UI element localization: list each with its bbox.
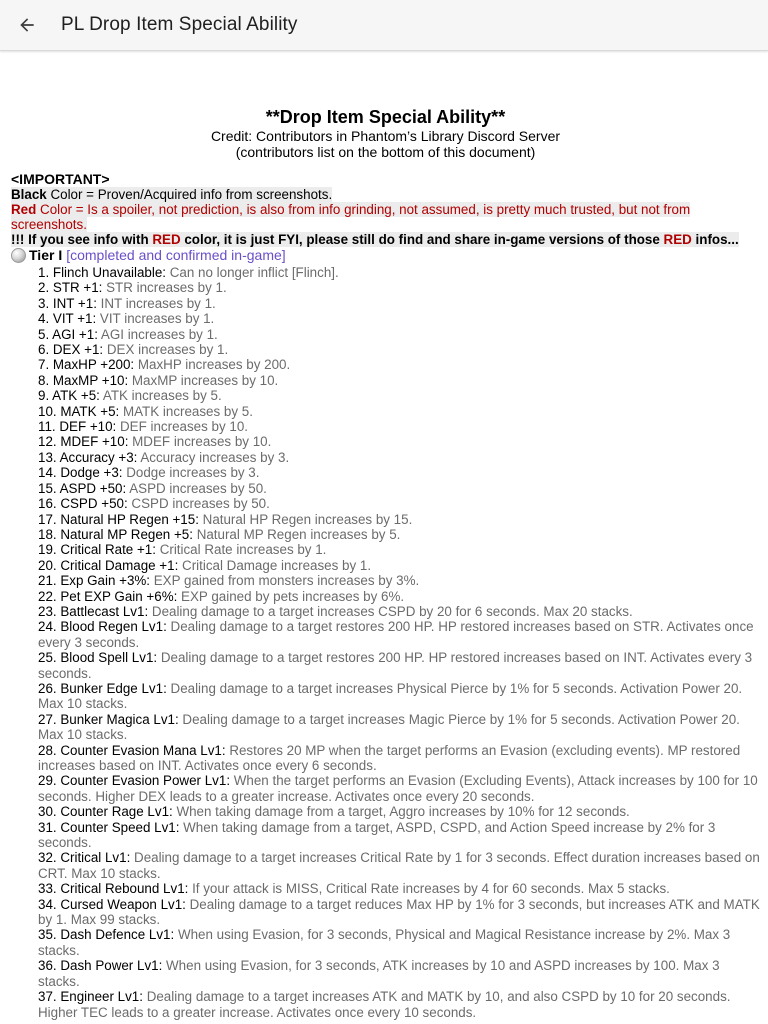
red-note-text: Color = Is a spoiler, not prediction, is also from info grinding, not assumed, is pretty much trusted, but not from screenshots.: [11, 202, 691, 232]
list-item: [38, 481, 760, 496]
ability-description: Can no longer inflict [Flinch].: [166, 265, 339, 280]
ability-name: 25. Blood Spell Lv1:: [38, 650, 158, 666]
ability-description: When using Evasion, for 3 seconds, ATK increases by 10 and ASPD increases by 100. Max 3 stacks.: [38, 958, 720, 989]
list-item: [38, 989, 760, 1020]
ability-description: DEX increases by 1.: [103, 342, 229, 358]
red-color-note: [11, 202, 760, 232]
black-word: Black: [11, 187, 47, 202]
ability-description: Dealing damage to a target increases Critical Rate by 1 for 3 seconds. Effect duration increases based on CRT. Max 10 stacks.: [38, 850, 760, 881]
list-item: [38, 404, 760, 419]
list-item: [38, 388, 760, 403]
list-item: [38, 280, 760, 295]
ability-name: 7. MaxHP +200:: [38, 357, 135, 373]
ability-description: Dealing damage to a target increases ATK and MATK by 10, and also CSPD by 10 for 20 seconds. Higher TEC leads to a greater increase. Activates once every 10 seconds.: [38, 989, 731, 1020]
ability-name: 17. Natural HP Regen +15:: [38, 511, 199, 527]
list-item: [38, 881, 760, 896]
ability-description: EXP gained from monsters increases by 3%.: [150, 573, 420, 589]
ability-name: 33. Critical Rebound Lv1:: [38, 881, 189, 897]
list-item: [38, 958, 760, 989]
ability-description: EXP gained by pets increases by 6%.: [177, 588, 405, 604]
ability-description: Dealing damage to a target restores 200 HP. HP restored increases based on STR. Activates once every 3 seconds.: [38, 619, 754, 650]
ability-name: 9. ATK +5:: [38, 388, 100, 404]
page-title: PL Drop Item Special Ability: [61, 14, 298, 35]
ability-name: 20. Critical Damage +1:: [38, 557, 179, 573]
ability-name: 35. Dash Defence Lv1:: [38, 927, 175, 943]
important-label: <IMPORTANT>: [11, 171, 110, 187]
black-note-text: Color = Proven/Acquired info from screenshots.: [46, 187, 333, 202]
list-item: [38, 650, 760, 681]
ability-name: 30. Counter Rage Lv1:: [38, 804, 173, 820]
ability-description: AGI increases by 1.: [97, 326, 218, 342]
ability-description: MaxHP increases by 200.: [134, 357, 291, 373]
ability-name: 2. STR +1:: [38, 280, 103, 296]
document-body: [11, 106, 760, 1020]
ability-name: 29. Counter Evasion Power Lv1:: [38, 773, 231, 789]
ability-description: Restores 20 MP when the target performs an Evasion (excluding events). MP restored increases based on INT. Activates once every 6 seconds.: [38, 742, 741, 773]
ability-name: 37. Engineer Lv1:: [38, 989, 143, 1005]
important-notes: [11, 172, 760, 247]
list-item: [38, 265, 760, 280]
contributors-note: (contributors list on the bottom of this document): [235, 144, 536, 160]
ability-name: 27. Bunker Magica Lv1:: [38, 711, 179, 727]
list-item: [38, 743, 760, 774]
warning-text-3: infos...: [691, 232, 739, 247]
ability-description: VIT increases by 1.: [96, 311, 215, 327]
list-item: [38, 296, 760, 311]
ability-description: Dealing damage to a target reduces Max HP by 1% for 3 seconds, but increases ATK and MATK by 1. Max 99 stacks.: [38, 896, 760, 928]
ability-list: [11, 265, 760, 1020]
ability-description: MaxMP increases by 10.: [128, 372, 279, 388]
app-bar: [0, 0, 768, 51]
ability-description: If your attack is MISS, Critical Rate increases by 4 for 60 seconds. Max 5 stacks.: [188, 881, 670, 897]
ability-name: 12. MDEF +10:: [38, 434, 129, 450]
list-item: [38, 850, 760, 881]
ability-description: Critical Damage increases by 1.: [178, 557, 372, 573]
list-item: [38, 573, 760, 588]
ability-description: When using Evasion, for 3 seconds, Physical and Magical Resistance increase by 2%. Max 3 stacks.: [38, 927, 731, 958]
list-item: [38, 820, 760, 851]
ability-name: 23. Battlecast Lv1:: [38, 603, 149, 619]
sphere-bullet-icon: [11, 248, 26, 263]
list-item: [38, 619, 760, 650]
list-item: [38, 773, 760, 804]
warning-text-2: color, it is just FYI, please still do find and share in-game versions of those: [180, 232, 664, 247]
ability-name: 13. Accuracy +3:: [38, 449, 138, 465]
ability-name: 32. Critical Lv1:: [38, 850, 131, 866]
ability-description: MATK increases by 5.: [119, 403, 253, 419]
ability-description: When taking damage from a target, Aggro increases by 10% for 12 seconds.: [172, 804, 630, 820]
ability-description: Dealing damage to a target increases CSPD by 20 for 6 seconds. Max 20 stacks.: [148, 603, 633, 619]
ability-description: ASPD increases by 50.: [126, 480, 267, 496]
list-item: [38, 327, 760, 342]
ability-name: 18. Natural MP Regen +5:: [38, 526, 193, 542]
ability-description: Critical Rate increases by 1.: [155, 542, 327, 558]
list-item: [38, 604, 760, 619]
list-item: [38, 527, 760, 542]
ability-name: 22. Pet EXP Gain +6%:: [38, 588, 178, 604]
red-word: Red: [11, 202, 37, 217]
ability-name: 10. MATK +5:: [38, 403, 120, 419]
list-item: [38, 804, 760, 819]
ability-description: When the target performs an Evasion (Excluding Events), Attack increases by 100 for 10 seconds. Higher DEX leads to a greater increase. Activates once every 20 seconds.: [38, 773, 758, 804]
document-title: **Drop Item Special Ability**: [265, 107, 506, 127]
list-item: [38, 681, 760, 712]
warning-red-2: RED: [663, 232, 692, 247]
credit-line: Credit: Contributors in Phantom’s Library Discord Server: [210, 128, 561, 144]
list-item: [38, 434, 760, 449]
list-item: [38, 373, 760, 388]
tier-status: [completed and confirmed in-game]: [66, 247, 286, 263]
ability-description: Natural HP Regen increases by 15.: [198, 511, 413, 527]
ability-name: 6. DEX +1:: [38, 342, 104, 358]
tier-name: Tier I: [29, 247, 63, 263]
list-item: [38, 558, 760, 573]
ability-name: 11. DEF +10:: [38, 419, 117, 435]
list-item: [38, 357, 760, 372]
tier-heading: [11, 247, 760, 263]
ability-name: 31. Counter Speed Lv1:: [38, 819, 180, 835]
ability-name: 19. Critical Rate +1:: [38, 542, 156, 558]
list-item: [38, 419, 760, 434]
ability-name: 21. Exp Gain +3%:: [38, 573, 151, 589]
ability-name: 36. Dash Power Lv1:: [38, 958, 163, 974]
ability-description: Dealing damage to a target restores 200 HP. HP restored increases based on INT. Activates every 3 seconds.: [38, 650, 753, 681]
list-item: [38, 465, 760, 480]
ability-description: Accuracy increases by 3.: [137, 449, 290, 465]
list-item: [38, 342, 760, 357]
arrow-left-icon: [17, 15, 37, 35]
ability-name: 16. CSPD +50:: [38, 496, 128, 512]
black-color-note: [11, 187, 760, 202]
ability-description: CSPD increases by 50.: [127, 496, 270, 512]
list-item: [38, 897, 760, 928]
list-item: [38, 496, 760, 511]
list-item: [38, 712, 760, 743]
ability-name: 4. VIT +1:: [38, 311, 97, 327]
ability-name: 24. Blood Regen Lv1:: [38, 619, 167, 635]
list-item: [38, 311, 760, 326]
ability-name: 8. MaxMP +10:: [38, 372, 129, 388]
ability-description: When taking damage from a target, ASPD, CSPD, and Action Speed increase by 2% for 3 seconds.: [38, 819, 716, 851]
ability-description: STR increases by 1.: [102, 280, 227, 296]
ability-description: Dealing damage to a target increases Physical Pierce by 1% for 5 seconds. Activation Power 20. Max 10 stacks.: [38, 680, 743, 712]
ability-description: DEF increases by 10.: [116, 419, 249, 435]
warning-note: [11, 232, 760, 247]
list-item: [38, 927, 760, 958]
ability-name: 1. Flinch Unavailable:: [38, 265, 167, 280]
list-item: [38, 512, 760, 527]
ability-description: INT increases by 1.: [96, 295, 216, 311]
back-button[interactable]: [13, 11, 41, 39]
ability-name: 3. INT +1:: [38, 295, 97, 311]
ability-description: MDEF increases by 10.: [128, 434, 272, 450]
ability-name: 28. Counter Evasion Mana Lv1:: [38, 742, 226, 758]
warning-red-1: RED: [152, 232, 181, 247]
list-item: [38, 542, 760, 557]
ability-name: 14. Dodge +3:: [38, 465, 123, 481]
ability-name: 26. Bunker Edge Lv1:: [38, 680, 167, 696]
ability-description: Natural MP Regen increases by 5.: [192, 526, 401, 542]
ability-name: 5. AGI +1:: [38, 326, 98, 342]
list-item: [38, 450, 760, 465]
warning-text-1: !!! If you see info with: [11, 232, 153, 247]
ability-description: ATK increases by 5.: [99, 388, 222, 404]
ability-name: 15. ASPD +50:: [38, 480, 127, 496]
ability-name: 34. Cursed Weapon Lv1:: [38, 896, 186, 912]
ability-description: Dodge increases by 3.: [122, 465, 260, 481]
list-item: [38, 589, 760, 604]
ability-description: Dealing damage to a target increases Magic Pierce by 1% for 5 seconds. Activation Power 20. Max 10 stacks.: [38, 711, 740, 743]
